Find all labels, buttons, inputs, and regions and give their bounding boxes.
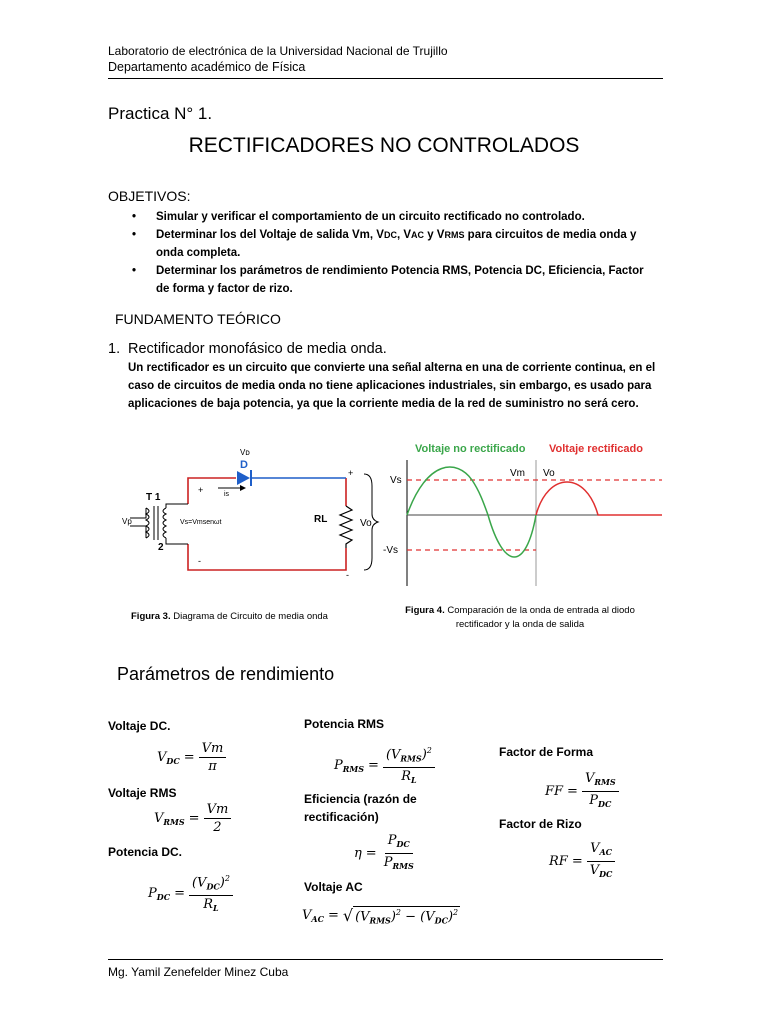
label-vs-pos: Vs	[390, 475, 402, 486]
label-vs: Vs=Vmsenωt	[180, 519, 222, 526]
label-t1: T 1	[146, 492, 161, 503]
page-title: RECTIFICADORES NO CONTROLADOS	[188, 134, 580, 157]
rectified-wave	[536, 482, 662, 515]
figure4-caption: Figura 4. Comparación de la onda de entrada al diodo rectificador y la onda de salida	[405, 605, 635, 630]
formula-vdc: $V_{DC}$ = $\frac{Vm}{\pi}$	[157, 741, 226, 774]
label-potencia-rms: Potencia RMS	[304, 717, 385, 731]
objective-item: • Determinar los parámetros de rendimiento Potencia RMS, Potencia DC, Eficiencia, Factor de forma y factor de rizo.	[128, 262, 658, 298]
label-vo: Vo	[543, 468, 555, 479]
label-minus-right: -	[346, 570, 349, 580]
label-diode: D	[240, 459, 248, 471]
label-vd: Vᴅ	[240, 448, 250, 457]
label-plus: +	[348, 468, 354, 478]
label-factor-forma: Factor de Forma	[499, 745, 594, 759]
formula-ff: FF = $\frac{V_{RMS}}{P_{DC}}$	[545, 771, 619, 812]
objective-item: • Simular y verificar el comportamiento de un circuito rectificado no controlado.	[128, 208, 658, 226]
label-vs-neg: -Vs	[383, 545, 398, 556]
practice-number: Practica N° 1.	[108, 104, 213, 123]
section-number: 1.	[108, 341, 121, 357]
label-vo: Vo	[360, 518, 372, 529]
label-is-plus: +	[198, 485, 204, 495]
footer-author: Mg. Yamil Zenefelder Minez Cuba	[108, 965, 289, 979]
label-voltaje-ac: Voltaje AC	[304, 880, 363, 894]
header-department: Departamento académico de Física	[108, 60, 306, 74]
label-vm: Vm	[510, 468, 525, 479]
half-wave-circuit-diagram	[100, 440, 390, 600]
label-factor-rizo: Factor de Rizo	[499, 817, 582, 831]
label-eficiencia: Eficiencia (razón de rectificación)	[304, 792, 417, 824]
objectives-heading: OBJETIVOS:	[108, 188, 191, 204]
formula-efficiency: η = $\frac{P_{DC}}{P_{RMS}}$	[354, 833, 414, 871]
label-two: 2	[158, 542, 164, 553]
section-heading: Rectificador monofásico de media onda.	[128, 341, 387, 357]
objectives-list	[128, 208, 658, 298]
section-paragraph: Un rectificador es un circuito que convierte una señal alterna en una de corriente continua, en el caso de circuitos de media onda no tiene aplicaciones industriales, sin embargo, es usado para aplicaciones de baja potencia, ya que la corriente media de la red de suministro no será cero.	[128, 362, 656, 410]
label-voltaje-rms: Voltaje RMS	[108, 786, 177, 800]
fundamento-heading: FUNDAMENTO TEÓRICO	[115, 311, 281, 327]
formula-vac: $V_{AC}$ = √ $(V_{RMS})^2 - (V_{DC})^2$	[302, 906, 459, 926]
label-is: is	[224, 491, 230, 498]
label-rl: RL	[314, 514, 328, 525]
label-potencia-dc: Potencia DC.	[108, 845, 183, 859]
objective-item: • Determinar los del Voltaje de salida Vm, VDC, VAC y VRMS para circuitos de media onda y onda completa.	[128, 226, 658, 262]
label-unrectified: Voltaje no rectificado	[415, 443, 526, 455]
header-institution: Laboratorio de electrónica de la Universidad Nacional de Trujillo	[108, 44, 448, 58]
formula-rf: RF = $\frac{V_{AC}}{V_{DC}}$	[549, 841, 615, 882]
formula-pdc: $P_{DC}$ = $\frac{(V_{DC})^2}{R_L}$	[148, 871, 233, 916]
label-vp: Vp	[122, 517, 132, 526]
formula-prms: $P_{RMS}$ = $\frac{(V_{RMS})^2}{R_L}$	[334, 743, 435, 788]
label-voltaje-dc: Voltaje DC.	[108, 719, 171, 733]
header-rule	[108, 78, 663, 79]
label-rectified: Voltaje rectificado	[549, 443, 643, 455]
footer-rule	[108, 959, 663, 960]
figure3-caption: Figura 3. Diagrama de Circuito de media onda	[131, 611, 328, 622]
waveform-comparison-figure	[376, 438, 668, 588]
params-heading: Parámetros de rendimiento	[117, 664, 335, 684]
label-minus-left: -	[198, 556, 201, 566]
formula-vrms: $V_{RMS}$ = $\frac{Vm}{2}$	[154, 802, 231, 835]
